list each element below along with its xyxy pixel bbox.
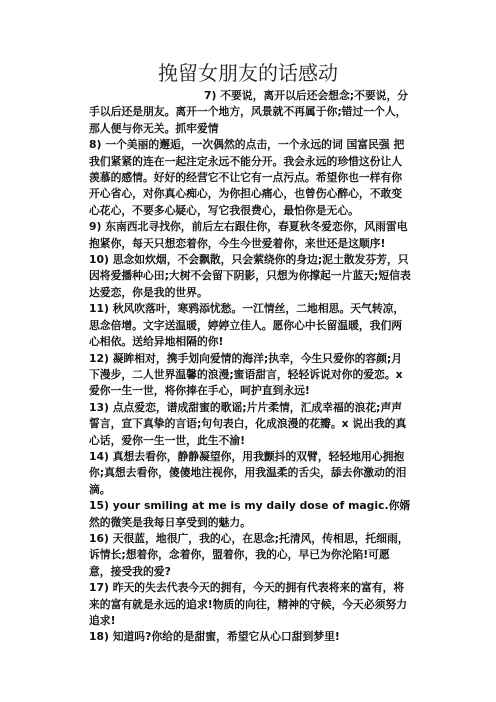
paragraph-16: 16) 天很蓝，地很广，我的心，在思念;托清风，传相思，托细雨，诉情长;想着你，念着你，盟着你，我的心，早已为你沦陷!可愿意，接受我的爱?	[89, 531, 409, 578]
paragraph-12: 12) 凝眸相对，携手划向爱情的海洋;执幸，今生只爱你的容颜;月下漫步，二人世界温馨的浪漫;蜜语甜言，轻轻诉说对你的爱恋。x 爱你一生一世，将你捧在手心，呵护直到永远!	[89, 351, 403, 398]
paragraph-17: 17) 昨天的失去代表今天的拥有，今天的拥有代表将来的富有，将来的富有就是永远的追求!物质的向往，精神的守候，今天必须努力追求!	[89, 581, 408, 627]
paragraph-18: 18) 知道吗?你给的是甜蜜，希望它从心口甜到梦里!	[89, 630, 340, 644]
document-title: 挽留女朋友的话感动	[158, 61, 338, 85]
paragraph-9: 9) 东南西北寻找你，前后左右跟住你，春夏秋冬爱恋你，风雨雷电抱紧你，每天只想恋着你，今生今世爱着你，来世还是这顺序!	[89, 220, 408, 250]
paragraph-14: 14) 真想去看你，静静凝望你，用我颤抖的双臂，轻轻地用心拥抱你;真想去看你，傻傻地注视你，用我温柔的舌尖，舔去你激动的泪滴。	[89, 449, 407, 496]
paragraph-15: 15) your smiling at me is my daily dose of magic.你婿然的微笑是我每日享受到的魅力。	[89, 499, 411, 529]
paragraph-13: 13) 点点爱恋，谱成甜蜜的歌谣;片片柔情，汇成幸福的浪花;声声誓言，宣下真挚的言语;句句表白，化成浪漫的花瓣。x 说出我的真心话，爱你一生一世，此生不渝!	[89, 400, 407, 447]
paragraph-11: 11) 秋风吹落叶，寒鸦添忧愁。一江情丝，二地相思。天气转凉，思念倍增。文字送温暖，婷婷立佳人。愿你心中长留温暖，我们两心相依。送给异地相隔的你!	[89, 302, 405, 349]
paragraph-8: 8) 一个美丽的邂逅，一次偶然的点击，一个永远的词 国富民强 把我们紧紧的连在一起注定永远不能分开。我会永远的珍惜这份让人羡慕的感情。好好的经营它不让它有一点污点。希望你也一样有你开心省心，对你真心痴心，为你担心痛心，也曾伤心醉心，不敢变心花心，不要多心疑心，写它我很费心，最怕你是无心。	[89, 138, 405, 217]
paragraph-10: 10) 思念如炊烟，不会飘散，只会萦绕你的身边;泥土散发芬芳，只因将爱播种心田;大树不会留下阴影，只想为你撑起一片蓝天;短信表达爱恋，你是我的世界。	[89, 253, 411, 299]
paragraph-7: 7) 不要说，离开以后还会想念;不要说，分手以后还是朋友。离开一个地方，风景就不再属于你;错过一个人，那人便与你无关。抓牢爱情	[89, 89, 409, 135]
document-body	[89, 88, 411, 646]
